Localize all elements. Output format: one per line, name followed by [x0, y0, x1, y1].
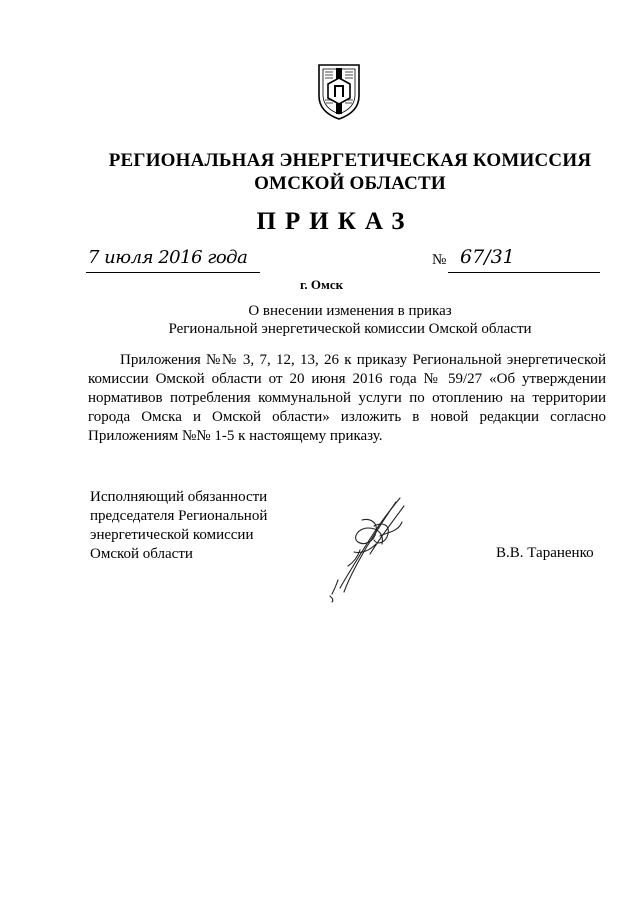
body-text-line: комиссии Омской области от 20 июня 2016 года № 59/27 «Об утверждении	[88, 371, 606, 387]
handwritten-signature-icon	[318, 492, 420, 604]
signatory-position-line: председателя Региональной	[90, 508, 268, 524]
signatory-position-line: Омской области	[90, 546, 193, 562]
body-text-line: Приложения №№ 3, 7, 12, 13, 26 к приказу Региональной энергетической	[120, 352, 606, 368]
organization-name-line2: ОМСКОЙ ОБЛАСТИ	[254, 173, 446, 194]
subject-line2: Региональной энергетической комиссии Омской области	[168, 321, 532, 337]
organization-name-line1: РЕГИОНАЛЬНАЯ ЭНЕРГЕТИЧЕСКАЯ КОМИССИЯ	[108, 150, 592, 171]
number-handwritten: 67/31	[460, 246, 515, 268]
date-handwritten: 7 июля 2016 года	[88, 247, 248, 268]
body-text-line: города Омска и Омской области» изложить в новой редакции согласно	[88, 409, 606, 425]
city-label: г. Омск	[300, 277, 344, 292]
document-type-title: ПРИКАЗ	[256, 208, 414, 235]
coat-of-arms-icon	[316, 62, 362, 122]
body-text-line: Приложениям №№ 1-5 к настоящему приказу.	[88, 428, 383, 444]
signatory-position-line: энергетической комиссии	[90, 527, 254, 543]
subject-line1: О внесении изменения в приказ	[248, 303, 452, 319]
body-text-line: нормативов потребления коммунальной услуги по отоплению на территории	[88, 390, 606, 406]
number-sign-label: №	[432, 252, 447, 268]
signatory-position-line: Исполняющий обязанности	[90, 489, 268, 505]
signatory-name: В.В. Тараненко	[496, 545, 594, 561]
